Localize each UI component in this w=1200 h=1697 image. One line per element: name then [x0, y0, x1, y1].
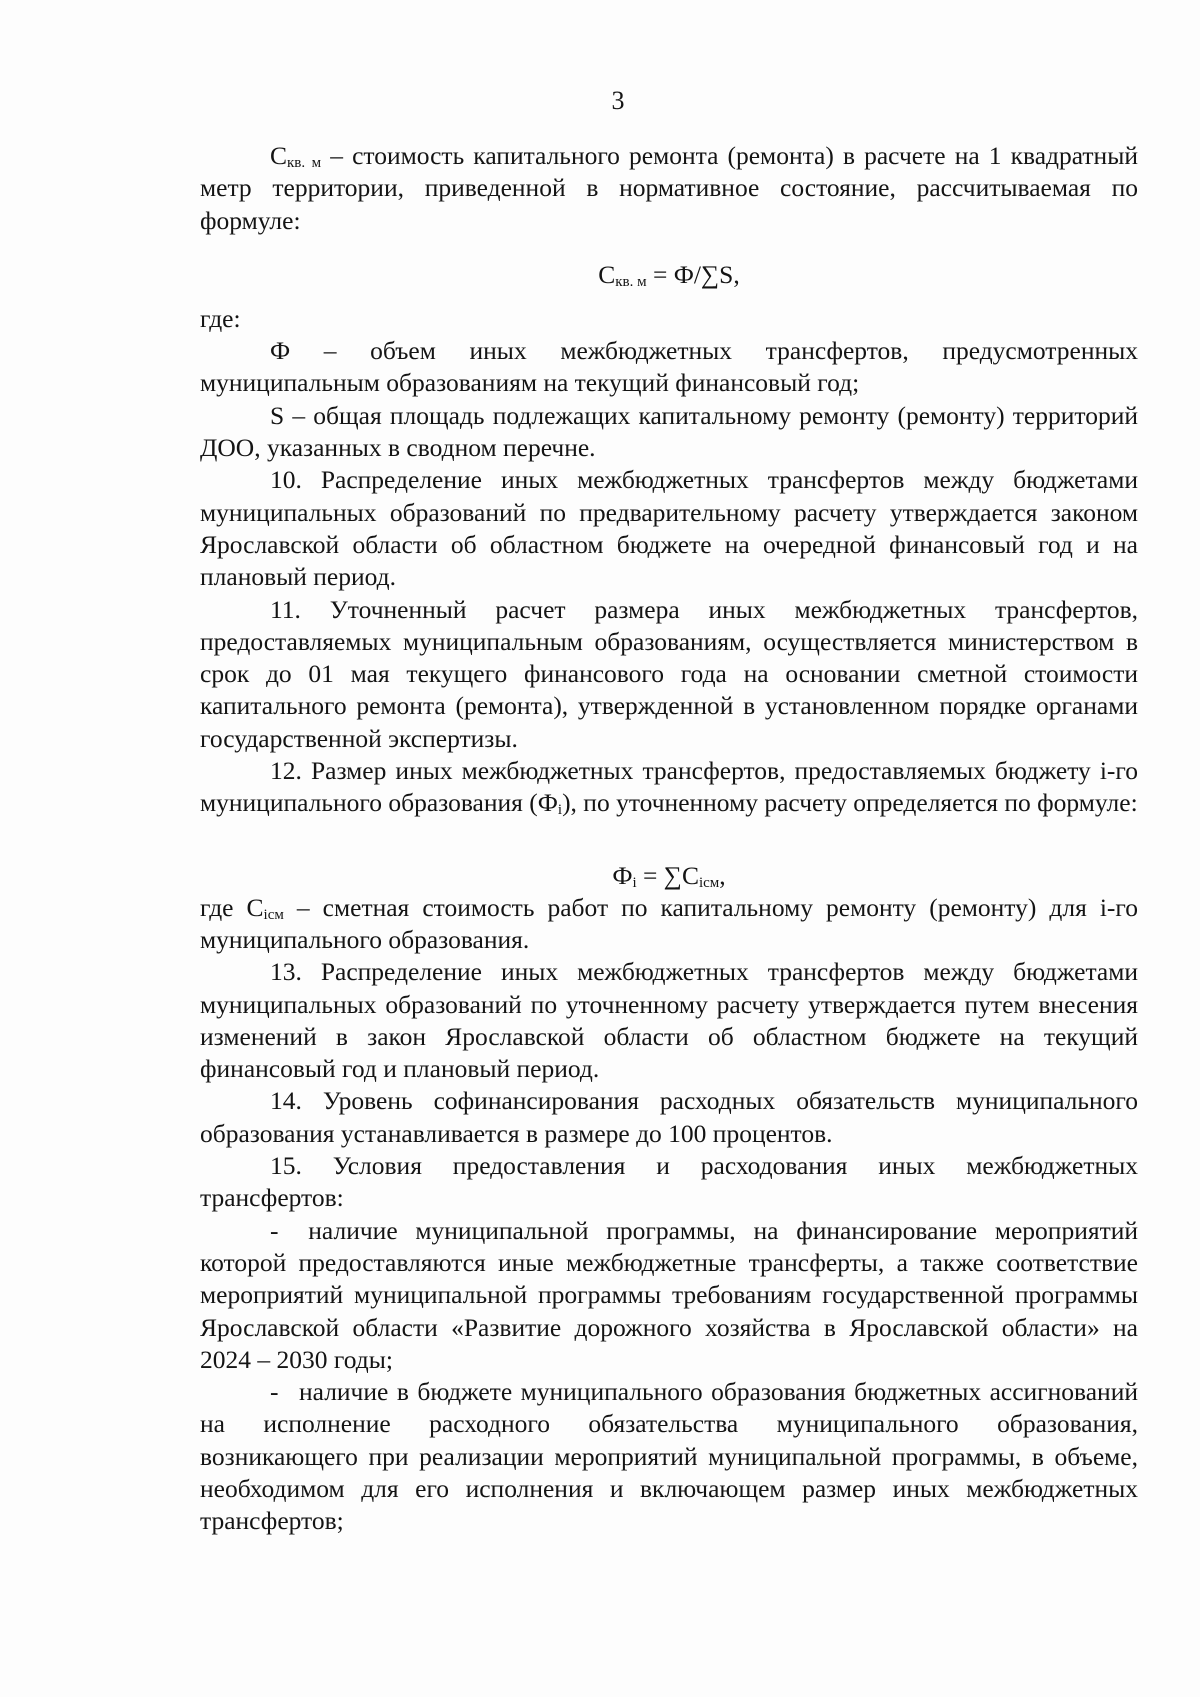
formula-cost-per-square-meter	[200, 259, 1138, 291]
bullet-text-1: наличие муниципальной программы, на финансирование мероприятий которой предоставляются иные межбюджетные трансферты, а также соответствие мероприятий муниципальной программы требованиям государственной программы Ярославской области «Развитие дорожного хозяйства в Ярославской области» на 2024 – 2030 годы;	[200, 1215, 1139, 1374]
paragraph-14: 14. Уровень софинансирования расходных обязательств муниципального образования устанавливается в размере до 100 процентов.	[200, 1086, 1138, 1148]
formula-1-rhs: = Ф/∑S,	[646, 259, 740, 289]
paragraph-13: 13. Распределение иных межбюджетных трансфертов между бюджетами муниципальных образований по уточненному расчету утверждается путем внесения изменений в закон Ярославской области об областном бюджете на текущий финансовый год и плановый период.	[200, 957, 1138, 1084]
paragraph-12	[200, 755, 1138, 820]
symbol-c: С	[270, 141, 288, 170]
definition-c-ism-subscript: iсм	[263, 906, 284, 923]
formula-1-subscript: кв. м	[615, 273, 647, 290]
formula-transfer-amount	[200, 860, 1138, 892]
paragraph-11: 11. Уточненный расчет размера иных межбюджетных трансфертов, предоставляемых муниципальным образованиям, осуществляется министерством в срок до 01 мая текущего финансового года на основании сметной стоимости капитального ремонта (ремонта), утвержденной в установленном порядке органами государственной экспертизы.	[200, 594, 1138, 753]
formula-2-lhs-subscript: i	[632, 874, 637, 891]
formula-2-rhs-subscript: iсм	[698, 874, 720, 891]
definition-c-ism-text-a: где С	[200, 892, 264, 922]
definition-s: S – общая площадь подлежащих капитальному ремонту (ремонту) территорий ДОО, указанных в сводном перечне.	[200, 400, 1138, 463]
bullet-text-2: наличие в бюджете муниципального образования бюджетных ассигнований на исполнение расходного обязательства муниципального образования, возникающего при реализации мероприятий муниципальной программы, в объеме, необходимом для его исполнения и включающем размер иных межбюджетных трансфертов;	[200, 1377, 1138, 1536]
formula-2-end: ,	[719, 860, 726, 890]
symbol-c-subscript: кв. м	[287, 155, 322, 171]
definition-c-ism-text-b: – сметная стоимость работ по капитальному ремонту (ремонту) для i-го муниципального образования.	[200, 892, 1138, 954]
paragraph-12-subscript: i	[557, 802, 563, 819]
bullet-dash-1: -	[270, 1215, 279, 1245]
formula-1-lhs: С	[598, 259, 616, 289]
formula-2-lhs: Ф	[612, 860, 633, 890]
definition-c-ism	[200, 892, 1138, 957]
where-label: где:	[200, 303, 241, 333]
document-body	[200, 140, 1138, 1538]
paragraph-12-text-a: 12. Размер иных межбюджетных трансфертов, предоставляемых бюджету i-го муниципального образования (Ф	[200, 756, 1138, 818]
definition-phi: Ф – объем иных межбюджетных трансфертов, предусмотренных муниципальным образованиям на текущий финансовый год;	[200, 336, 1138, 398]
paragraph-12-text-b: ), по уточненному расчету определяется по формуле:	[562, 788, 1138, 818]
formula-2-mid: = ∑С	[636, 860, 699, 890]
paragraph-15: 15. Условия предоставления и расходования иных межбюджетных трансфертов:	[200, 1151, 1138, 1213]
definition-c-text: – стоимость капитального ремонта (ремонта) в расчете на 1 квадратный метр территории, приведенной в нормативное состояние, рассчитываемая по формуле:	[200, 141, 1138, 235]
bullet-item-1	[200, 1215, 1138, 1376]
paragraph-10: 10. Распределение иных межбюджетных трансфертов между бюджетами муниципальных образований по предварительному расчету утверждается законом Ярославской области об областном бюджете на очередной финансовый год и на плановый период.	[200, 465, 1138, 592]
bullet-item-2	[200, 1376, 1138, 1537]
bullet-dash-2: -	[270, 1377, 279, 1407]
page-number: 3	[611, 86, 625, 115]
definition-c-kv-m	[200, 140, 1138, 237]
